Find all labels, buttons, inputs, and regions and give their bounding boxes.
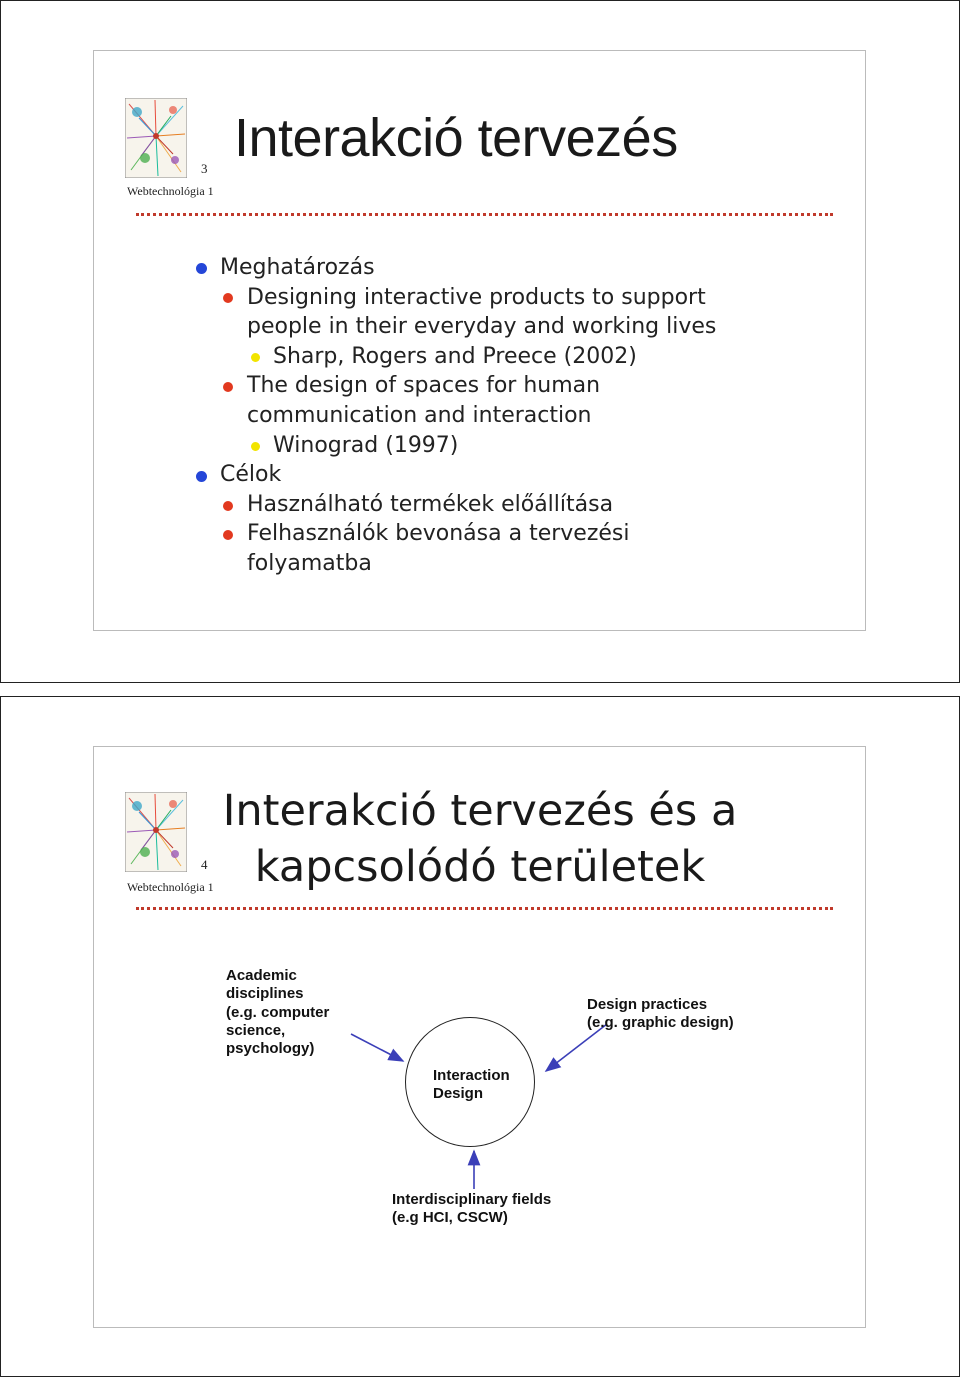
bullet-level3-text: Sharp, Rogers and Preece (2002): [273, 343, 637, 369]
title-divider: [136, 213, 833, 216]
bullet-level2-text: people in their everyday and working lives: [247, 314, 717, 340]
slide-logo-image: [125, 98, 187, 178]
bullet-yellow-dot: [251, 442, 260, 451]
slide-caption: Webtechnológia 1: [127, 880, 214, 894]
bullet-red-dot: [223, 293, 233, 303]
slide-4: [93, 746, 866, 1328]
slide-3: [93, 50, 866, 631]
slide-title-line-2: kapcsolódó területek: [254, 842, 706, 892]
bullet-level2-text: Használható termékek előállítása: [247, 491, 614, 517]
bullet-yellow-dot: [251, 353, 260, 362]
bullet-blue-dot: [196, 263, 207, 274]
bullet-level1-text: Célok: [220, 462, 282, 488]
academic-line-5: psychology): [226, 1040, 315, 1058]
bullet-red-dot: [223, 382, 233, 392]
academic-line-4: science,: [226, 1021, 286, 1039]
bullet-level3-text: Winograd (1997): [273, 432, 459, 458]
bullet-level2-text: folyamatba: [247, 551, 372, 576]
bullet-level2-text: Felhasználók bevonása a tervezési: [247, 521, 630, 547]
bullet-red-dot: [223, 530, 233, 540]
fields-line-2: (e.g HCI, CSCW): [392, 1209, 508, 1227]
practices-line-2: (e.g. graphic design): [587, 1014, 734, 1032]
academic-line-1: Academic: [226, 967, 297, 984]
design-practices-label: [587, 996, 734, 1033]
practices-line-1: Design practices: [587, 996, 708, 1013]
slide-title: Interakció tervezés: [234, 108, 678, 168]
center-label: [433, 1067, 510, 1104]
slide-number: 4: [201, 857, 208, 872]
bullet-blue-dot: [196, 471, 207, 482]
arrow-academic-to-center: [351, 1034, 403, 1061]
bullet-level2-text: communication and interaction: [247, 403, 592, 428]
slide-title-line-1: Interakció tervezés és a: [222, 786, 738, 836]
fields-line-1: Interdisciplinary fields: [392, 1191, 552, 1208]
slide-number: 3: [201, 161, 208, 176]
slide-caption: Webtechnológia 1: [127, 184, 214, 198]
center-label-line-1: Interaction: [433, 1067, 510, 1084]
academic-line-3: (e.g. computer: [226, 1003, 330, 1021]
bullet-level2-text: The design of spaces for human: [247, 373, 601, 399]
academic-disciplines-label: [226, 967, 329, 1058]
academic-line-2: disciplines: [226, 985, 304, 1003]
bullet-red-dot: [223, 501, 233, 511]
center-label-line-2: Design: [433, 1085, 484, 1103]
bullet-level2-text: Designing interactive products to support: [247, 284, 706, 310]
interdisciplinary-fields-label: [392, 1191, 551, 1228]
bullet-level1-text: Meghatározás: [220, 255, 375, 280]
